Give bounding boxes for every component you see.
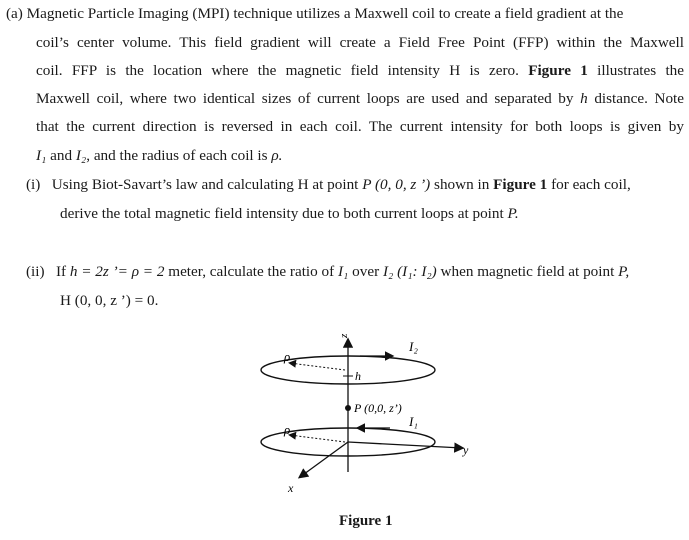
sub-i-line-2: derive the total magnetic field intensity due to both current loops at point P. — [60, 205, 519, 222]
x-axis — [300, 442, 348, 477]
part-label: (a) — [6, 5, 23, 22]
point-p-label: P (0,0, z’) — [354, 401, 402, 415]
intro-line-6: I₁ and I₂, and the radius of each coil is ρ. — [36, 147, 283, 164]
i2-label: I₂ — [409, 339, 418, 354]
y-axis — [348, 442, 462, 448]
top-radius-line — [290, 363, 345, 370]
rho-label-top: ρ — [284, 349, 291, 364]
intro-line-2: coil’s center volume. This field gradient will create a Field Free Point (FFP) within the Maxwell — [36, 34, 684, 51]
rho-label-bottom: ρ — [284, 422, 291, 437]
intro-line-4: Maxwell coil, where two identical sizes of current loops are used and separated by h distance. Note — [36, 90, 684, 107]
point-p-marker — [345, 405, 351, 411]
intro-line-5: that the current direction is reversed in each coil. The current intensity for both loops is given by — [36, 118, 684, 135]
bottom-radius-line — [290, 435, 345, 442]
z-label: z — [338, 333, 350, 338]
y-label: y — [463, 443, 469, 457]
i1-label: I₁ — [409, 414, 418, 429]
x-label: x — [288, 481, 294, 495]
sub-ii-line-1: (ii) If h = 2z ’= ρ = 2 meter, calculate the ratio of I₁ over I₂ (I₁: I₂) when magnetic field at point P, — [26, 263, 630, 280]
intro-line-3: coil. FFP is the location where the magnetic field intensity H is zero. Figure 1 illustrates the — [36, 62, 685, 79]
intro-line-1: (a) Magnetic Particle Imaging (MPI) technique utilizes a Maxwell coil to create a field gradient at the — [6, 5, 624, 22]
sub-i-line-1: (i) Using Biot-Savart’s law and calculating H at point P (0, 0, z ’) shown in Figure 1 for each coil, — [26, 176, 631, 193]
sub-ii-line-2: H (0, 0, z ’) = 0. — [60, 292, 159, 309]
maxwell-coil-figure — [250, 318, 469, 508]
h-label: h — [355, 369, 361, 383]
figure-caption: Figure 1 — [339, 513, 393, 529]
